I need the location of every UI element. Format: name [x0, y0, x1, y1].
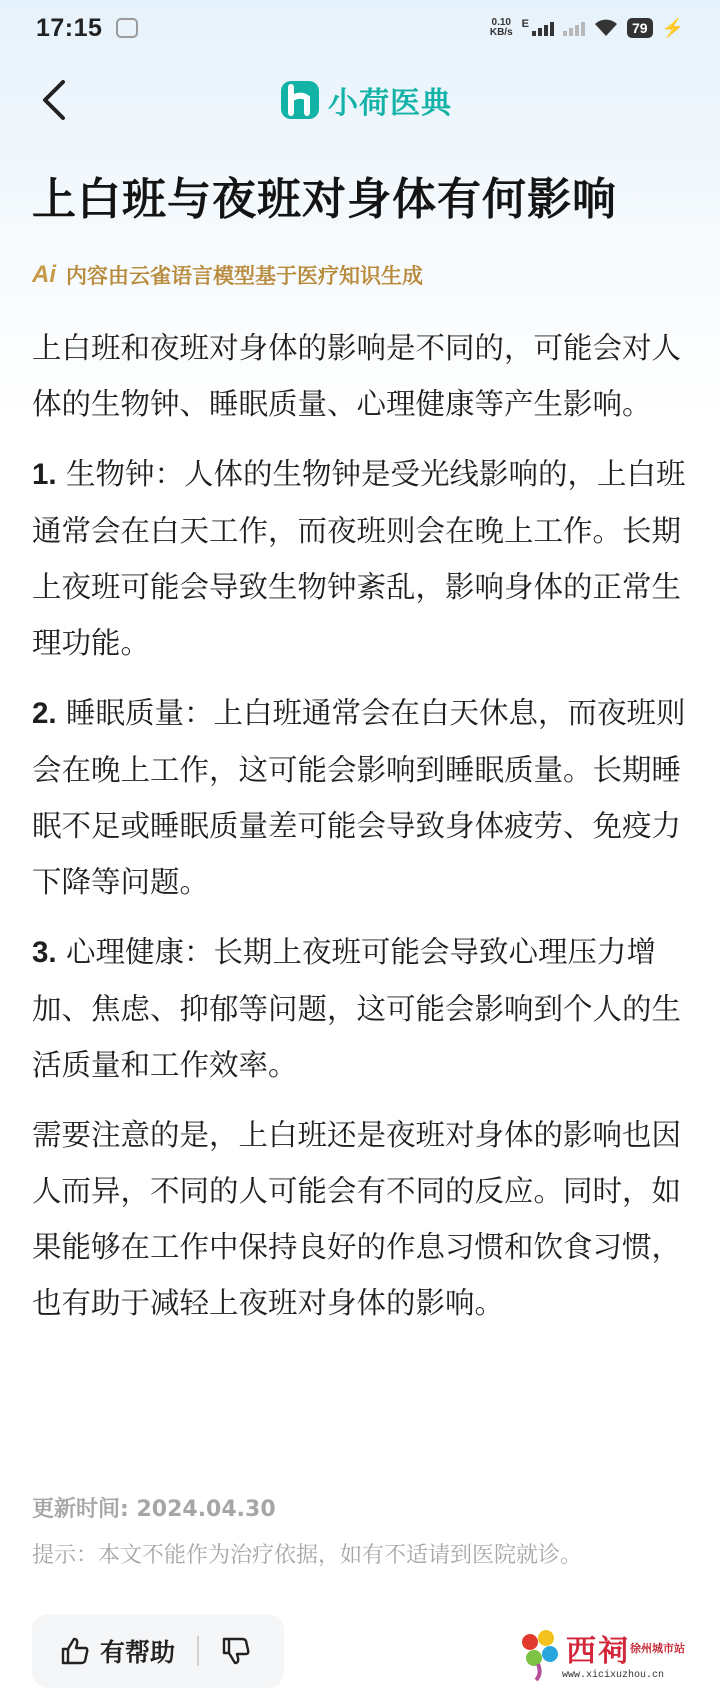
watermark-sub: 徐州城市站: [630, 1641, 685, 1655]
point-paragraph: 1. 生物钟：人体的生物钟是受光线影响的，上白班通常会在白天工作，而夜班则会在晚上工作。长期上夜班可能会导致生物钟紊乱，影响身体的正常生理功能。: [32, 457, 686, 660]
ai-note-text: 内容由云雀语言模型基于医疗知识生成: [66, 264, 423, 288]
divider: [197, 1636, 199, 1666]
status-indicators: [490, 18, 684, 39]
brand: [280, 78, 452, 122]
chevron-left-icon: [41, 79, 67, 121]
wifi-icon: [594, 19, 618, 37]
ai-badge-icon: Ai: [32, 261, 56, 288]
article-title: 上白班与夜班对身体有何影响: [32, 174, 617, 225]
disclaimer-tip: 提示：本文不能作为治疗依据，如有不适请到医院就诊。: [32, 1543, 583, 1568]
app-notification-icon: [116, 18, 138, 38]
feedback-bar: [32, 1614, 284, 1688]
watermark-url: www.xicixuzhou.cn: [562, 1670, 665, 1681]
thumbs-down-icon[interactable]: [221, 1636, 251, 1666]
brand-logo-icon: [280, 80, 320, 120]
brand-name: 小荷医典: [328, 86, 452, 121]
updated-time: 更新时间: 2024.04.30: [32, 1497, 276, 1522]
thumbs-up-icon[interactable]: [60, 1636, 90, 1666]
battery-indicator: 79: [627, 18, 653, 38]
conclusion-paragraph: 需要注意的是，上白班还是夜班对身体的影响也因人而异，不同的人可能会有不同的反应。同时，如果能够在工作中保持良好的作息习惯和饮食习惯，也有助于减轻上夜班对身体的影响。: [32, 1118, 682, 1320]
watermark: [516, 1618, 720, 1689]
helpful-button[interactable]: 有帮助: [100, 1638, 176, 1667]
signal-icon-secondary: [563, 20, 585, 36]
signal-icon: [532, 20, 554, 36]
article-body: [32, 320, 692, 1345]
ai-generated-note: [32, 260, 423, 290]
watermark-name: 西祠: [566, 1634, 630, 1669]
intro-paragraph: 上白班和夜班对身体的影响是不同的，可能会对人体的生物钟、睡眠质量、心理健康等产生影响。: [32, 331, 682, 421]
point-paragraph: 2. 睡眠质量：上白班通常会在白天休息，而夜班则会在晚上工作，这可能会影响到睡眠质量。长期睡眠不足或睡眠质量差可能会导致身体疲劳、免疫力下降等问题。: [32, 696, 686, 899]
point-paragraph: 3. 心理健康：长期上夜班可能会导致心理压力增加、焦虑、抑郁等问题，这可能会影响到个人的生活质量和工作效率。: [32, 935, 682, 1082]
network-type: E: [521, 17, 529, 30]
nav-bar: [0, 64, 720, 136]
status-time: 17:15: [36, 13, 103, 42]
charging-icon: ⚡: [661, 17, 684, 38]
network-speed: 0.10 KB/s: [489, 17, 513, 38]
status-bar: [0, 0, 720, 56]
watermark-logo-icon: [516, 1626, 562, 1682]
back-button[interactable]: [34, 74, 74, 126]
